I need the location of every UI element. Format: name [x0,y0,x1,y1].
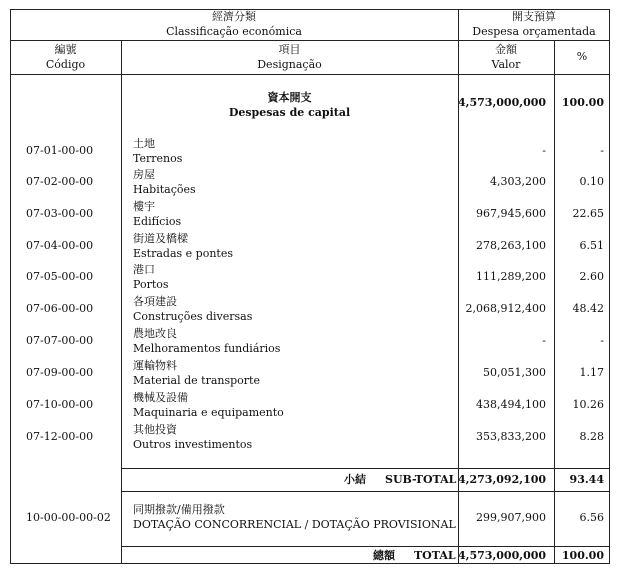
row-code: 07-02-00-00 [26,175,94,188]
header-classification-zh: 經濟分類 [212,10,256,23]
row-percent: 0.10 [579,175,604,188]
header-budget-pt: Despesa orçamentada [472,25,596,38]
row-code: 07-01-00-00 [26,144,94,157]
frame-right [609,9,610,564]
row-code: 07-03-00-00 [26,207,94,220]
header-amount-zh: 金額 [495,43,517,56]
row-code: 07-10-00-00 [26,398,94,411]
row-code: 07-09-00-00 [26,366,94,379]
row-zh: 其他投資 [133,423,177,436]
provision-percent: 6.56 [579,511,604,524]
row-pt: Material de transporte [133,374,260,387]
frame-bottom [10,563,610,564]
row-pt: Habitações [133,183,196,196]
total-label-zh: 總額 [373,549,395,562]
row-pt: Outros investimentos [133,438,253,451]
row-pt: Melhoramentos fundiários [133,342,281,355]
row-pt: Maquinaria e equipamento [133,406,284,419]
row-percent: 8.28 [579,430,604,443]
row-amount: 278,263,100 [476,239,546,252]
row-zh: 機械及設備 [133,391,188,404]
row-code: 07-07-00-00 [26,334,94,347]
row-amount: 4,303,200 [490,175,546,188]
row-percent: 6.51 [579,239,604,252]
row-code: 07-06-00-00 [26,302,94,315]
row-zh: 樓宇 [133,200,155,213]
row-code: 07-04-00-00 [26,239,94,252]
header-classification-pt: Classificação económica [166,25,302,38]
row-percent: 1.17 [579,366,604,379]
row-zh: 各項建設 [133,295,177,308]
provision-code: 10-00-00-00-02 [26,511,111,524]
row-percent: 48.42 [572,302,604,315]
total-amount: 4,573,000,000 [458,549,547,562]
row-percent: 10.26 [572,398,604,411]
row-percent: - [600,144,604,157]
subtotal-percent: 93.44 [569,473,604,486]
subtotal-rule-bottom [121,491,610,492]
row-zh: 農地改良 [133,327,177,340]
row-amount: 2,068,912,400 [465,302,546,315]
row-amount: 50,051,300 [483,366,546,379]
section-percent: 100.00 [561,96,604,109]
header-budget-zh: 開支預算 [512,10,556,23]
row-pt: Estradas e pontes [133,247,233,260]
provision-pt: DOTAÇÃO CONCORRENCIAL / DOTAÇÃO PROVISIONAL [133,518,456,531]
provision-zh: 同期撥款/備用撥款 [133,503,225,516]
row-pt: Edifícios [133,215,182,228]
total-percent: 100.00 [561,549,604,562]
row-amount: - [542,144,546,157]
row-pt: Portos [133,278,169,291]
frame-left [10,9,11,564]
header-code-zh: 編號 [54,43,77,56]
row-amount: - [542,334,546,347]
row-zh: 土地 [133,137,155,150]
subtotal-rule-top [121,468,610,469]
subtotal-label-zh: 小結 [344,473,366,486]
subtotal-amount: 4,273,092,100 [458,473,547,486]
total-label-pt: TOTAL [414,549,456,562]
header-code-pt: Código [45,58,86,71]
row-code: 07-05-00-00 [26,270,94,283]
row-amount: 353,833,200 [476,430,546,443]
row-percent: 22.65 [572,207,604,220]
row-percent: 2.60 [579,270,604,283]
section-title-zh: 資本開支 [267,91,312,104]
row-zh: 運輸物料 [133,359,177,372]
row-amount: 967,945,600 [476,207,546,220]
section-title-pt: Despesas de capital [228,106,351,119]
header-percent: % [576,50,588,63]
budget-table [10,9,610,564]
header-rule-1 [10,40,610,41]
row-percent: - [600,334,604,347]
row-zh: 街道及橋樑 [133,232,188,245]
header-item-pt: Designação [257,58,322,71]
section-amount: 4,573,000,000 [458,96,547,109]
header-item-zh: 項目 [278,43,301,56]
row-code: 07-12-00-00 [26,430,94,443]
row-amount: 438,494,100 [476,398,546,411]
row-pt: Terrenos [133,152,183,165]
header-rule-2 [10,74,610,75]
total-rule-top [121,546,610,547]
row-pt: Construções diversas [133,310,253,323]
row-zh: 房屋 [133,168,155,181]
row-zh: 港口 [133,263,155,276]
provision-amount: 299,907,900 [476,511,546,524]
subtotal-label-pt: SUB-TOTAL [385,473,457,486]
row-amount: 111,289,200 [476,270,546,283]
header-amount-pt: Valor [491,58,521,71]
